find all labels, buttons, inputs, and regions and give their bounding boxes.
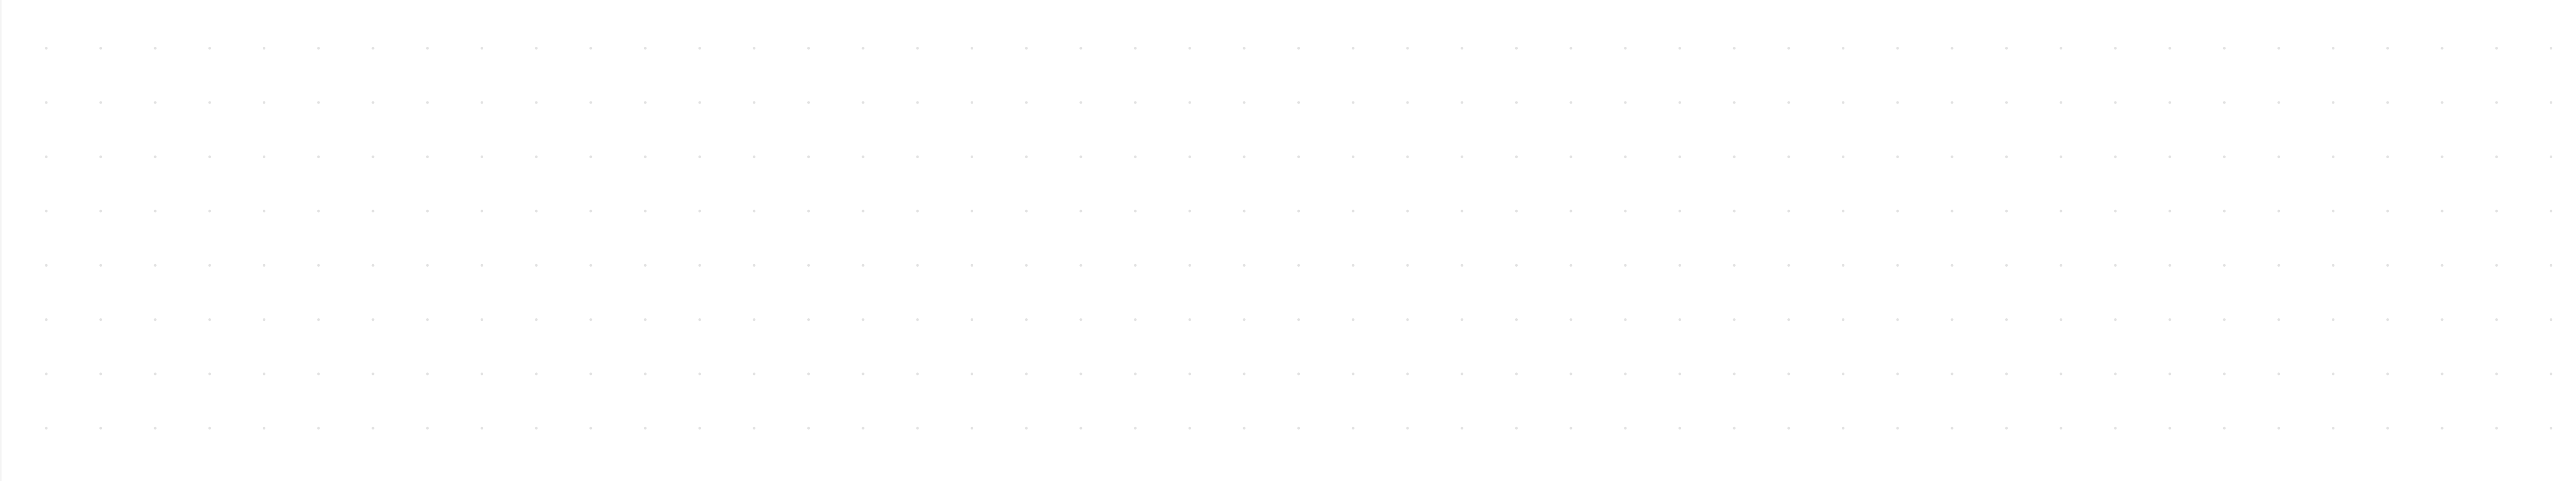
canvas-left-edge bbox=[0, 0, 2, 481]
